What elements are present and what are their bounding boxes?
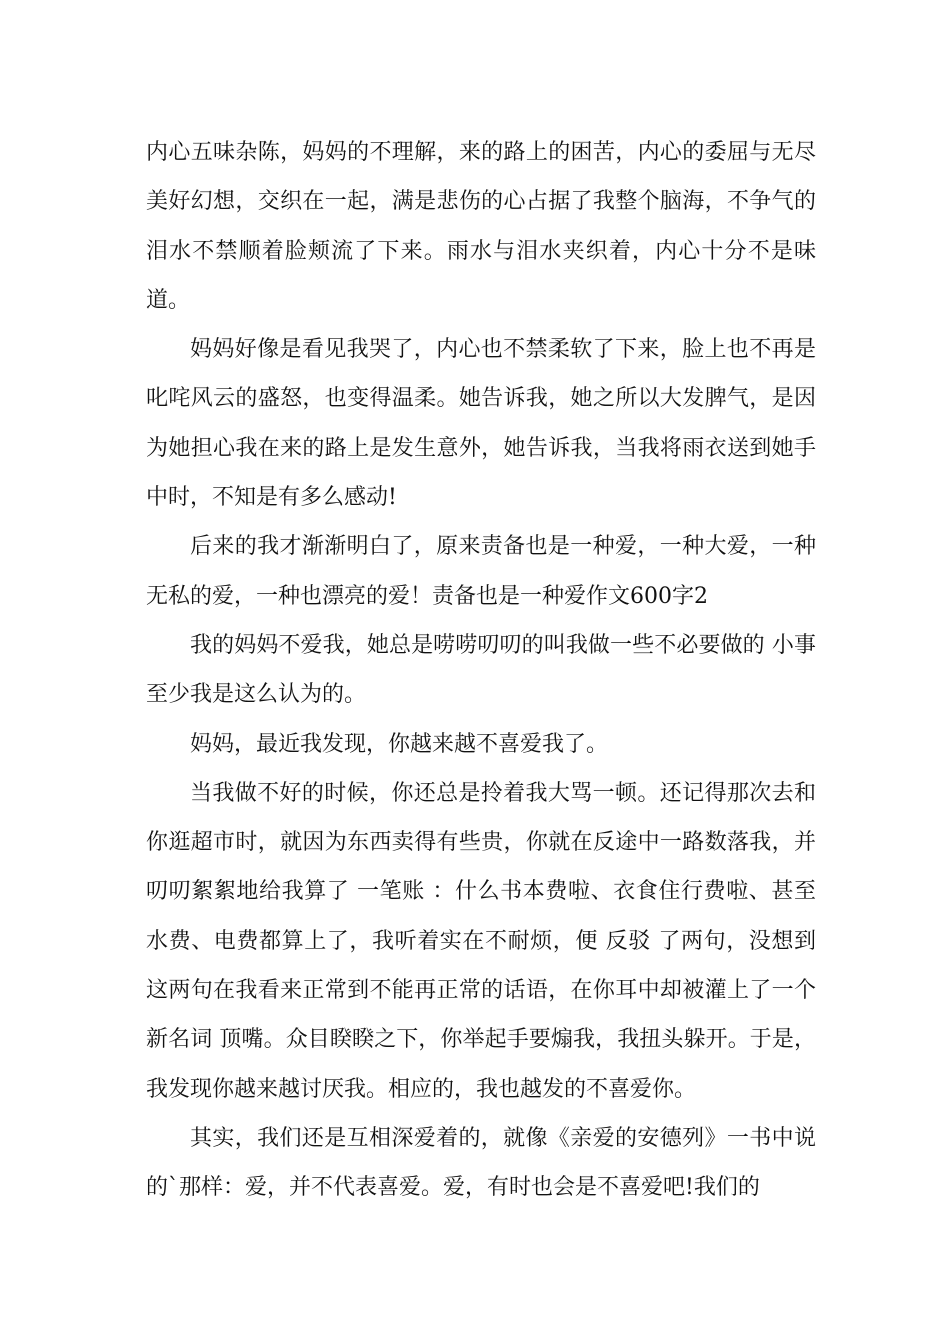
paragraph-3: 后来的我才渐渐明白了，原来责备也是一种爱，一种大爱，一种无私的爱，一种也漂亮的爱！责备也是一种爱作文600字2 xyxy=(146,534,816,609)
paragraph-2: 妈妈好像是看见我哭了，内心也不禁柔软了下来，脸上也不再是叱咤风云的盛怒，也变得温柔。她告诉我，她之所以大发脾气，是因为她担心我在来的路上是发生意外，她告诉我，当我将雨衣送到她手中时，不知是有多么感动! xyxy=(146,337,816,511)
paragraph-4: 我的妈妈不爱我，她总是唠唠叨叨的叫我做一些不必要做的 小事 至少我是这么认为的。 xyxy=(146,632,816,708)
paragraph-7: 其实，我们还是互相深爱着的，就像《亲爱的安德列》一书中说的`那样：爱，并不代表喜爱。爱，有时也会是不喜爱吧!我们的 xyxy=(146,1125,816,1201)
paragraph-1: 内心五味杂陈，妈妈的不理解，来的路上的困苦，内心的委屈与无尽美好幻想，交织在一起，满是悲伤的心占据了我整个脑海，不争气的泪水不禁顺着脸颊流了下来。雨水与泪水夹织着，内心十分不是味道。 xyxy=(146,140,816,313)
document-body xyxy=(146,128,816,1213)
paragraph-5: 妈妈，最近我发现，你越来越不喜爱我了。 xyxy=(190,731,609,757)
paragraph-6: 当我做不好的时候，你还总是拎着我大骂一顿。还记得那次去和你逛超市时，就因为东西卖得有些贵，你就在反途中一路数落我，并叨叨絮絮地给我算了 一笔账 ：什么书本费啦、衣食住行费啦、甚至水费、电费都算上了，我听着实在不耐烦，便 反驳 了两句，没想到这两句在我看来正常到不能再正常的话语，在你耳中却被灌上了一个新名词 顶嘴。众目睽睽之下，你举起手要煽我，我扭头躲开。于是，我发现你越来越讨厌我。相应的，我也越发的不喜爱你。 xyxy=(146,780,816,1102)
